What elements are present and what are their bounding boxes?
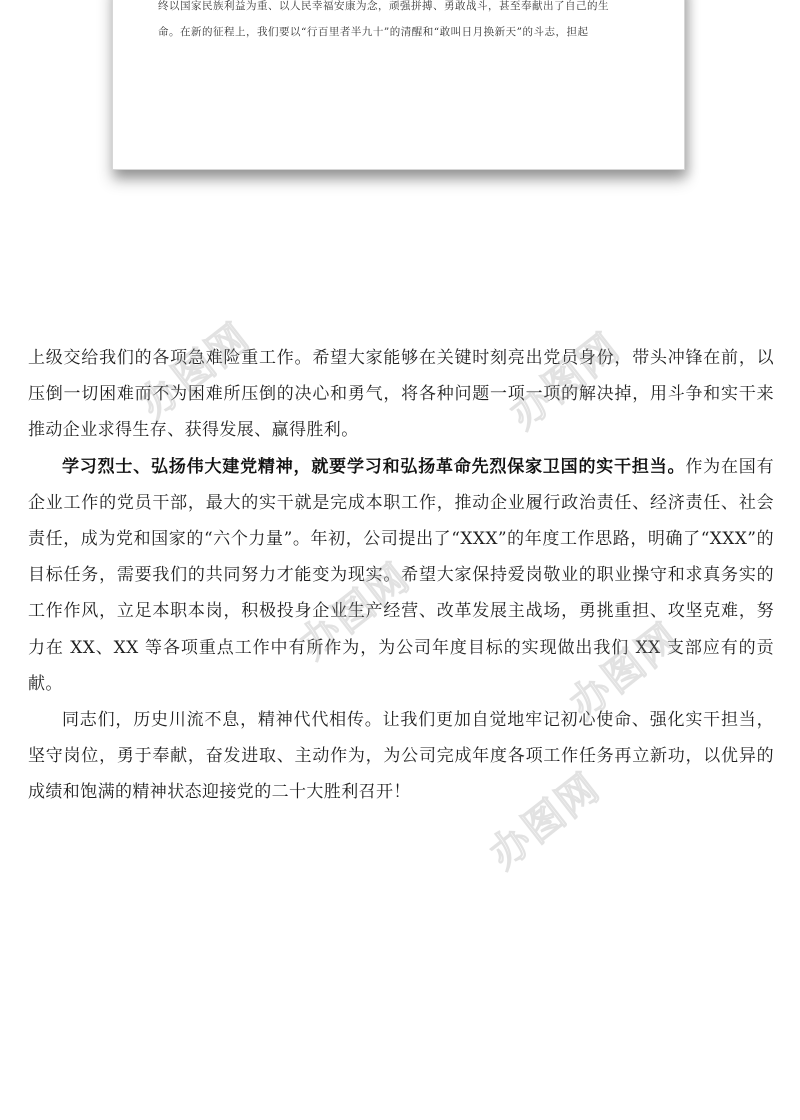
paragraph-lead-bold: 学习烈士、弘扬伟大建党精神，就要学习和弘扬革命先烈保家卫国的实干担当。 <box>62 456 686 477</box>
watermark-logo: 办图网 <box>481 764 609 879</box>
watermark-logo: 办图网 <box>501 324 629 439</box>
watermark-logo: 办图网 <box>561 614 689 729</box>
paragraph-text: 作为在国有企业工作的党员干部，最大的实干就是完成本职工作，推动企业履行政治责任、经济责任、社会责任，成为党和国家的“六个力量”。年初，公司提出了“XXX”的年度工作思路，明确了“XXX”的目标任务，需要我们的共同努力才能变为现实。希望大家保持爱岗敬业的职业操守和求真务实的工作作风，立足本职本岗，积极投身企业生产经营、改革发展主战场，勇挑重担、攻坚克难，努力在 XX、XX 等各项重点工作中有所作为，为公司年度目标的实现做出我们 XX 支部应有的贡献。 <box>28 456 775 694</box>
preview-text-line: 命。在新的征程上，我们要以“行百里者半九十”的清醒和“敢叫日月换新天”的斗志，担起 <box>158 26 589 38</box>
document-preview-card <box>112 0 685 170</box>
paragraph: 上级交给我们的各项急难险重工作。希望大家能够在关键时刻亮出党员身份，带头冲锋在前，以压倒一切困难而不为困难所压倒的决心和勇气，将各种问题一项一项的解决掉，用斗争和实干来推动企业求得生存、获得发展、赢得胜利。 <box>28 348 774 441</box>
preview-text-line: 终以国家民族利益为重、以人民幸福安康为念，顽强拼搏、勇敢战斗，甚至奉献出了自己的生 <box>158 0 609 12</box>
paragraph: 同志们，历史川流不息，精神代代相传。让我们更加自觉地牢记初心使命、强化实干担当，坚守岗位，勇于奉献，奋发进取、主动作为，为公司完成年度各项工作任务再立新功，以优异的成绩和饱满的精神状态迎接党的二十大胜利召开！ <box>28 710 774 803</box>
paragraph <box>28 449 774 702</box>
article-body <box>28 340 774 811</box>
watermark-logo: 办图网 <box>131 314 259 429</box>
watermark-logo: 办图网 <box>291 554 419 669</box>
